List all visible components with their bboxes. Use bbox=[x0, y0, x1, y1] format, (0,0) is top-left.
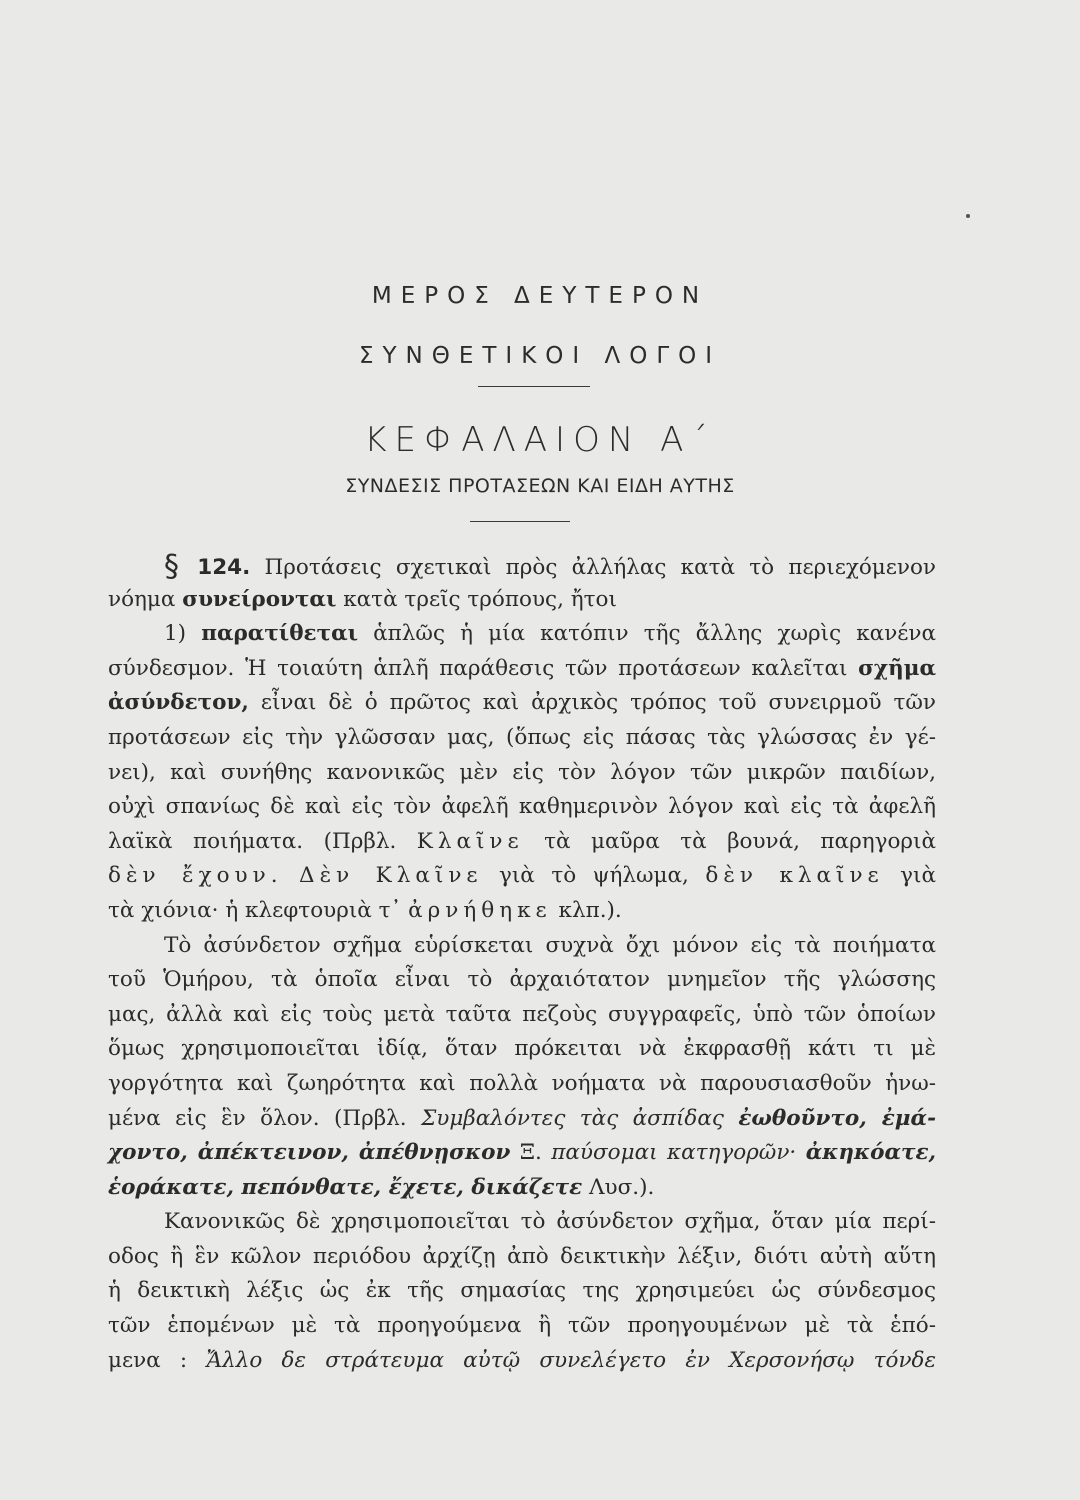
text-line: σύνδεσμον. Ἡ τοιαύτη ἁπλῆ παράθεσις τῶν προτάσεων καλεῖται σχῆμα bbox=[108, 655, 936, 681]
text-line: § 124. Προτάσεις σχετικαὶ πρὸς ἀλλήλας κατὰ τὸ περιεχόμενον bbox=[164, 549, 936, 584]
text-line: γοργότητα καὶ ζωηρότητα καὶ πολλὰ νοήματα νὰ παρουσιασθοῦν ἡνω- bbox=[108, 1070, 936, 1096]
chapter-subtitle: ΣΥΝΔΕΣΙΣ ΠΡΟΤΑΣΕΩΝ ΚΑΙ ΕΙΔΗ ΑΥΤΗΣ bbox=[345, 475, 735, 497]
text-line: τοῦ Ὁμήρου, τὰ ὁποῖα εἶναι τὸ ἀρχαιότατον μνημεῖον τῆς γλώσσης bbox=[108, 967, 936, 993]
speck-mark bbox=[966, 214, 970, 218]
text-line: λαϊκὰ ποιήματα. (Πρβλ. Κλαῖνε τὰ μαῦρα τὰ βουνά, παρηγοριὰ bbox=[108, 828, 936, 854]
text-line: Τὸ ἀσύνδετον σχῆμα εὑρίσκεται συχνὰ ὄχι μόνον εἰς τὰ ποιήματα bbox=[164, 932, 936, 958]
text-line: προτάσεων εἰς τὴν γλῶσσαν μας, (ὅπως εἰς πάσας τὰς γλώσσας ἐν γέ- bbox=[108, 724, 936, 750]
text-line: μενα : Ἄλλο δε στράτευμα αὐτῷ συνελέγετο ἐν Χερσονήσῳ τόνδε bbox=[108, 1347, 937, 1373]
text-line: 1) παρατίθεται ἁπλῶς ἡ μία κατόπιν τῆς ἄλλης χωρὶς κανένα bbox=[164, 621, 936, 647]
divider-rule bbox=[470, 521, 570, 522]
chapter-title: ΚΕΦΑΛΑΙΟΝ Α΄ bbox=[364, 420, 716, 460]
part-title: ΜΕΡΟΣ ΔΕΥΤΕΡΟΝ bbox=[371, 283, 709, 309]
text-line: οὐχὶ σπανίως δὲ καὶ εἰς τὸν ἀφελῆ καθημερινὸν λόγον καὶ εἰς τὰ ἀφελῆ bbox=[108, 794, 936, 820]
body-text bbox=[108, 548, 936, 1378]
text-line: Κανονικῶς δὲ χρησιμοποιεῖται τὸ ἀσύνδετον σχῆμα, ὅταν μία περί- bbox=[164, 1209, 936, 1235]
text-line: δὲν ἔχουν. Δὲν Κλαῖνε γιὰ τὸ ψήλωμα, δὲν κλαῖνε γιὰ bbox=[108, 863, 936, 889]
text-line: μένα εἰς ἓν ὅλον. (Πρβλ. Συμβαλόντες τὰς ἀσπίδας ἐωθοῦντο, ἐμά- bbox=[108, 1105, 937, 1131]
text-line: τὰ χιόνια· ἡ κλεφτουριὰ τ᾿ ἀρνήθηκε κλπ.). bbox=[108, 897, 622, 923]
text-line: χοντο, ἀπέκτεινον, ἀπέθνῃσκον Ξ. παύσομαι κατηγορῶν· ἀκηκόατε, bbox=[108, 1140, 937, 1166]
text-line: ἑοράκατε, πεπόνθατε, ἔχετε, δικάζετε Λυσ.). bbox=[108, 1174, 655, 1200]
text-line: ὅμως χρησιμοποιεῖται ἰδίᾳ, ὅταν πρόκειται νὰ ἐκφρασθῇ κάτι τι μὲ bbox=[108, 1036, 936, 1062]
section-symbol: § bbox=[164, 549, 179, 584]
text-line: νόημα συνείρονται κατὰ τρεῖς τρόπους, ἤτοι bbox=[108, 586, 617, 612]
text-line: οδος ἢ ἓν κῶλον περιόδου ἀρχίζῃ ἀπὸ δεικτικὴν λέξιν, διότι αὐτὴ αὕτη bbox=[108, 1243, 936, 1269]
divider-rule bbox=[478, 386, 590, 387]
text-line: ἡ δεικτικὴ λέξις ὡς ἐκ τῆς σημασίας της χρησιμεύει ὡς σύνδεσμος bbox=[108, 1278, 936, 1304]
text-line: μας, ἀλλὰ καὶ εἰς τοὺς μετὰ ταῦτα πεζοὺς συγγραφεῖς, ὑπὸ τῶν ὁποίων bbox=[108, 1001, 936, 1027]
text-line: ἀσύνδετον, εἶναι δὲ ὁ πρῶτος καὶ ἀρχικὸς τρόπος τοῦ συνειρμοῦ τῶν bbox=[108, 690, 936, 716]
text-line: νει), καὶ συνήθης κανονικῶς μὲν εἰς τὸν λόγον τῶν μικρῶν παιδίων, bbox=[108, 759, 936, 785]
text-line: τῶν ἑπομένων μὲ τὰ προηγούμενα ἢ τῶν προηγουμένων μὲ τὰ ἑπό- bbox=[108, 1313, 936, 1339]
section-title: ΣΥΝΘΕΤΙΚΟΙ ΛΟΓΟΙ bbox=[358, 343, 722, 369]
paragraph-number: 124. bbox=[197, 555, 251, 580]
